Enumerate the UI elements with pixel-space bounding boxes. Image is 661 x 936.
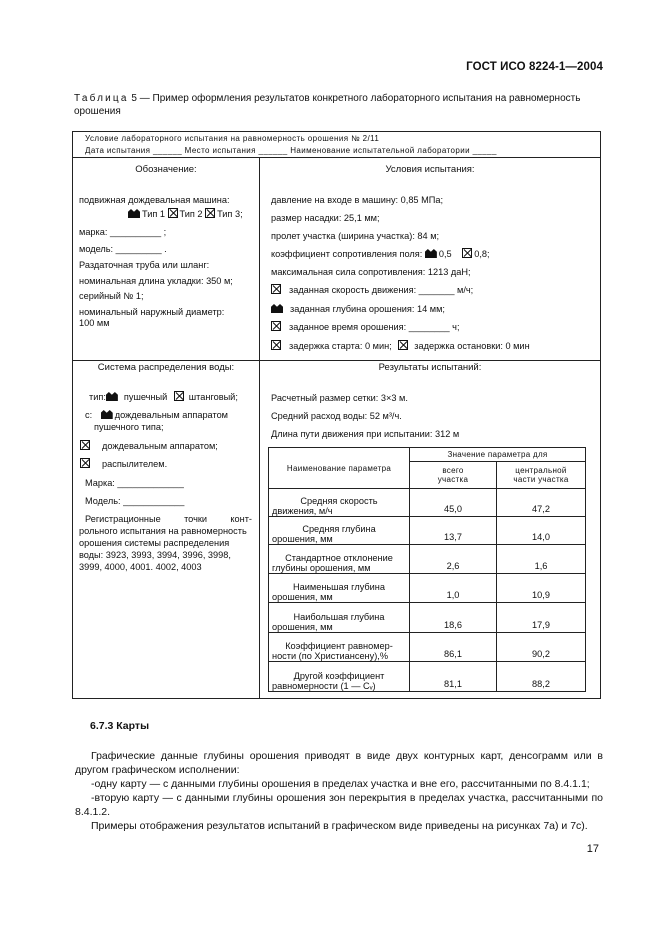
section-paragraph-3: -вторую карту — с данными глубины орошения зон перекрытия в пределах участка, рассчитанными по 8.4.1.2.	[75, 792, 603, 819]
param-line1: Средняя глубина	[302, 524, 376, 534]
system-type-cannon: пушечный	[123, 392, 168, 402]
grid-size: Расчетный размер сетки: 3×3 м.	[271, 393, 408, 403]
checkbox-crossed-icon	[271, 321, 281, 331]
inlet-pressure: давление на входе в машину: 0,85 МПа;	[271, 195, 444, 205]
param-cell	[269, 603, 410, 633]
param-line1: Средняя скорость	[300, 496, 378, 506]
with-sprinkler-row	[80, 440, 218, 452]
param-line2: орошения, мм	[272, 592, 333, 602]
col-header-center	[497, 462, 586, 489]
type-1-label: Тип 1	[142, 209, 165, 219]
param-line1: Наибольшая глубина	[293, 612, 385, 622]
span-width: пролет участка (ширина участка): 84 м;	[271, 231, 440, 241]
frame-line-left	[72, 131, 73, 699]
section-paragraph-4: Примеры отображения результатов испытаний в графическом виде приведены на рисунках 7а) и 7с).	[91, 820, 588, 832]
value-center: 1,6	[497, 545, 586, 574]
nominal-length: номинальная длина укладки: 350 м;	[79, 276, 233, 286]
filled-checkbox-icon	[271, 304, 283, 313]
serial-number: серийный № 1;	[79, 291, 144, 301]
section-title: 6.7.3 Карты	[90, 720, 150, 732]
with-cannon-sprinkler: дождевальным аппаратом	[114, 410, 229, 420]
resistance-label: коэффициент сопротивления поля:	[271, 249, 423, 259]
table-row	[269, 633, 586, 662]
table-row	[269, 489, 586, 517]
brand-field: марка: __________ ;	[79, 227, 167, 237]
machine-types	[128, 208, 243, 220]
col-header-parameter: Наименование параметра	[269, 448, 410, 489]
test-conditions-box	[72, 131, 601, 157]
filled-checkbox-icon	[106, 392, 118, 401]
value-all: 13,7	[410, 517, 497, 545]
target-speed: заданная скорость движения: _______ м/ч;	[289, 285, 474, 295]
target-time-row	[271, 321, 460, 333]
table-row	[269, 662, 586, 692]
param-cell	[269, 633, 410, 662]
distribution-system-header: Система распределения воды:	[97, 362, 235, 373]
target-depth-row	[271, 303, 445, 315]
system-type-row	[89, 391, 238, 403]
value-center: 14,0	[497, 517, 586, 545]
resistance-b: 0,8;	[474, 249, 490, 259]
pipe-label: Раздаточная труба или шланг:	[79, 260, 210, 270]
table-row	[269, 545, 586, 574]
system-with-label: с:	[85, 410, 93, 420]
system-type-boom: штанговый;	[188, 392, 238, 402]
param-line2: движения, м/ч	[272, 506, 333, 516]
table-row	[269, 517, 586, 545]
frame-line-top	[72, 157, 601, 158]
delay-stop: задержка остановки: 0 мин	[414, 341, 530, 351]
checkbox-crossed-icon	[168, 208, 178, 218]
machine-label: подвижная дождевальная машина:	[79, 195, 230, 205]
value-all: 81,1	[410, 662, 497, 692]
param-line2: равномерности (1 — Cᵥ)	[272, 681, 376, 691]
filled-checkbox-icon	[101, 410, 113, 419]
value-center: 47,2	[497, 489, 586, 517]
test-conditions-header: Условия испытания:	[385, 164, 475, 175]
avg-flow: Средний расход воды: 52 м³/ч.	[271, 411, 402, 421]
checkbox-crossed-icon	[174, 391, 184, 401]
value-all: 1,0	[410, 574, 497, 603]
param-cell	[269, 662, 410, 692]
registration-points-3: орошения системы распределения	[79, 538, 230, 548]
results-table	[268, 447, 586, 692]
checkbox-crossed-icon	[80, 440, 90, 450]
table-row	[269, 603, 586, 633]
with-cannon-sprinkler-cont: пушечного типа;	[94, 422, 164, 432]
value-all: 86,1	[410, 633, 497, 662]
param-line1: Другой коэффициент	[293, 671, 385, 681]
value-all: 2,6	[410, 545, 497, 574]
table-caption	[74, 92, 604, 118]
delay-row	[271, 340, 530, 352]
filled-checkbox-icon	[425, 249, 437, 258]
frame-line-middle	[72, 360, 601, 361]
value-center: 90,2	[497, 633, 586, 662]
page-number: 17	[586, 843, 599, 855]
param-line1: Коэффициент равномер-	[285, 641, 393, 651]
value-center: 17,9	[497, 603, 586, 633]
section-paragraph-2: -одну карту — с данными глубины орошения в пределах участка и вне его, рассчитанными по 8.4.1.1;	[91, 778, 590, 790]
checkbox-crossed-icon	[80, 458, 90, 468]
system-with-row	[85, 409, 228, 421]
param-cell	[269, 574, 410, 603]
test-condition-line-2: Дата испытания ______ Место испытания ______ Наименование испытательной лаборатории _____	[85, 146, 497, 155]
param-line2: ности (по Христиансену),%	[272, 651, 389, 661]
col-all-line1: всего	[442, 466, 464, 475]
test-condition-line-1: Условие лабораторного испытания на равномерность орошения № 2/11	[85, 134, 380, 143]
value-center: 10,9	[497, 574, 586, 603]
delay-start: задержка старта: 0 мин;	[289, 341, 392, 351]
frame-line-right	[600, 131, 601, 699]
test-results-header: Результаты испытаний:	[378, 362, 482, 373]
param-line2: орошения, мм	[272, 534, 333, 544]
registration-points-1: Регистрационные точки конт-	[85, 514, 252, 524]
registration-points-2: рольного испытания на равномерность	[79, 526, 247, 536]
checkbox-crossed-icon	[271, 284, 281, 294]
path-length: Длина пути движения при испытании: 312 м	[271, 429, 460, 439]
type-3-label: Тип 3;	[217, 209, 243, 219]
type-2-label: Тип 2	[179, 209, 203, 219]
checkbox-crossed-icon	[271, 340, 281, 350]
checkbox-crossed-icon	[462, 248, 472, 258]
col-center-line1: центральной	[515, 466, 567, 475]
param-line1: Наименьшая глубина	[293, 582, 385, 592]
col-header-group: Значение параметра для	[410, 448, 586, 462]
target-speed-row	[271, 284, 473, 296]
checkbox-crossed-icon	[398, 340, 408, 350]
with-sprinkler: дождевальным аппаратом;	[102, 441, 218, 451]
col-header-all	[410, 462, 497, 489]
with-sprayer: распылителем.	[102, 459, 168, 469]
system-type-label: тип:	[89, 392, 106, 402]
designation-header: Обозначение:	[135, 164, 197, 175]
target-depth: заданная глубина орошения: 14 мм;	[290, 304, 445, 314]
frame-line-divider	[259, 157, 260, 698]
checkbox-crossed-icon	[205, 208, 215, 218]
with-sprayer-row	[80, 458, 167, 470]
field-resistance	[271, 248, 490, 260]
table-header-row	[269, 448, 586, 462]
max-resistance-force: максимальная сила сопротивления: 1213 даН;	[271, 267, 471, 277]
diameter-label: номинальный наружный диаметр:	[79, 307, 225, 317]
param-cell	[269, 545, 410, 574]
section-paragraph-1: Графические данные глубины орошения приводят в виде двух контурных карт, денсограмм или в другом графическом исполнении:	[75, 750, 603, 777]
col-center-line2: части участка	[513, 475, 569, 484]
value-all: 45,0	[410, 489, 497, 517]
standard-number: ГОСТ ИСО 8224-1—2004	[466, 61, 603, 73]
system-model: Модель: ____________	[85, 496, 185, 506]
filled-checkbox-icon	[128, 209, 140, 218]
target-time: заданное время орошения: ________ ч;	[289, 322, 460, 332]
nozzle-size: размер насадки: 25,1 мм;	[271, 213, 380, 223]
registration-points-5: 3999, 4000, 4001. 4002, 4003	[79, 562, 202, 572]
param-cell	[269, 489, 410, 517]
system-brand: Марка: _____________	[85, 478, 184, 488]
registration-points-4: воды: 3923, 3993, 3994, 3996, 3998,	[79, 550, 231, 560]
resistance-a: 0,5	[438, 249, 452, 259]
model-field: модель: _________ .	[79, 244, 167, 254]
col-all-line2: участка	[437, 475, 469, 484]
frame-line-bottom	[72, 698, 601, 699]
value-center: 88,2	[497, 662, 586, 692]
param-line2: глубины орошения, мм	[272, 563, 371, 573]
caption-lead: Таблица	[74, 93, 129, 104]
param-line1: Стандартное отклонение	[285, 553, 393, 563]
caption-text: 5 — Пример оформления результатов конкретного лабораторного испытания на равномерность орошения	[74, 93, 581, 117]
param-cell	[269, 517, 410, 545]
diameter-value: 100 мм	[79, 318, 110, 328]
param-line2: орошения, мм	[272, 622, 333, 632]
table-row	[269, 574, 586, 603]
value-all: 18,6	[410, 603, 497, 633]
